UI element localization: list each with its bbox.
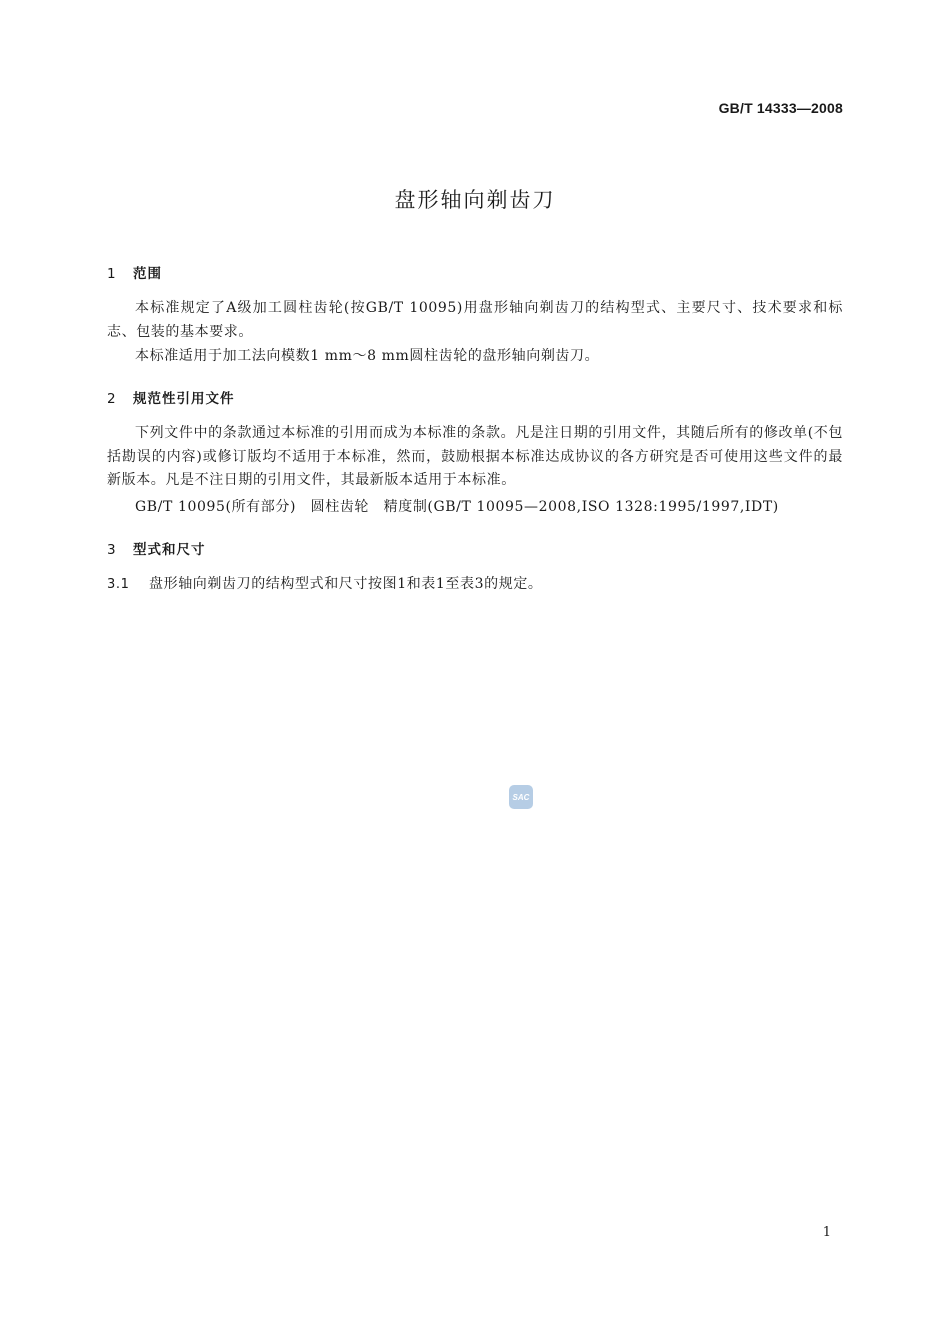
section-title: 范围 bbox=[133, 266, 162, 282]
sac-watermark-logo bbox=[508, 784, 534, 810]
paragraph: 本标准适用于加工法向模数1 mm～8 mm圆柱齿轮的盘形轴向剃齿刀。 bbox=[135, 348, 600, 364]
section-heading-normative-references bbox=[107, 387, 235, 407]
clause-number: 3.1 bbox=[107, 577, 130, 592]
section-heading-type-and-dimensions bbox=[107, 538, 206, 558]
clause-text: 盘形轴向剃齿刀的结构型式和尺寸按图1和表1至表3的规定。 bbox=[149, 576, 543, 592]
reference-entry: GB/T 10095(所有部分) 圆柱齿轮 精度制(GB/T 10095—2008,ISO 1328:1995/1997,IDT) bbox=[135, 499, 779, 515]
section-number: 1 bbox=[107, 266, 117, 282]
section-heading-scope bbox=[107, 262, 162, 282]
page-number: 1 bbox=[822, 1225, 831, 1240]
section-number: 2 bbox=[107, 391, 117, 407]
paragraph: 下列文件中的条款通过本标准的引用而成为本标准的条款。凡是注日期的引用文件，其随后所有的修改单(不包括勘误的内容)或修订版均不适用于本标准，然而，鼓励根据本标准达成协议的各方研究是否可使用这些文件的最新版本。凡是不注日期的引用文件，其最新版本适用于本标准。 bbox=[107, 425, 843, 488]
svg-text:SAC: SAC bbox=[512, 793, 530, 802]
document-title: 盘形轴向剃齿刀 bbox=[394, 188, 556, 212]
paragraph: 本标准规定了A级加工圆柱齿轮(按GB/T 10095)用盘形轴向剃齿刀的结构型式、主要尺寸、技术要求和标志、包装的基本要求。 bbox=[107, 300, 843, 340]
section-number: 3 bbox=[107, 542, 117, 558]
section-title: 规范性引用文件 bbox=[133, 391, 235, 407]
standard-code: GB/T 14333—2008 bbox=[718, 100, 843, 116]
clause-3-1 bbox=[107, 573, 843, 597]
section-title: 型式和尺寸 bbox=[133, 542, 206, 558]
